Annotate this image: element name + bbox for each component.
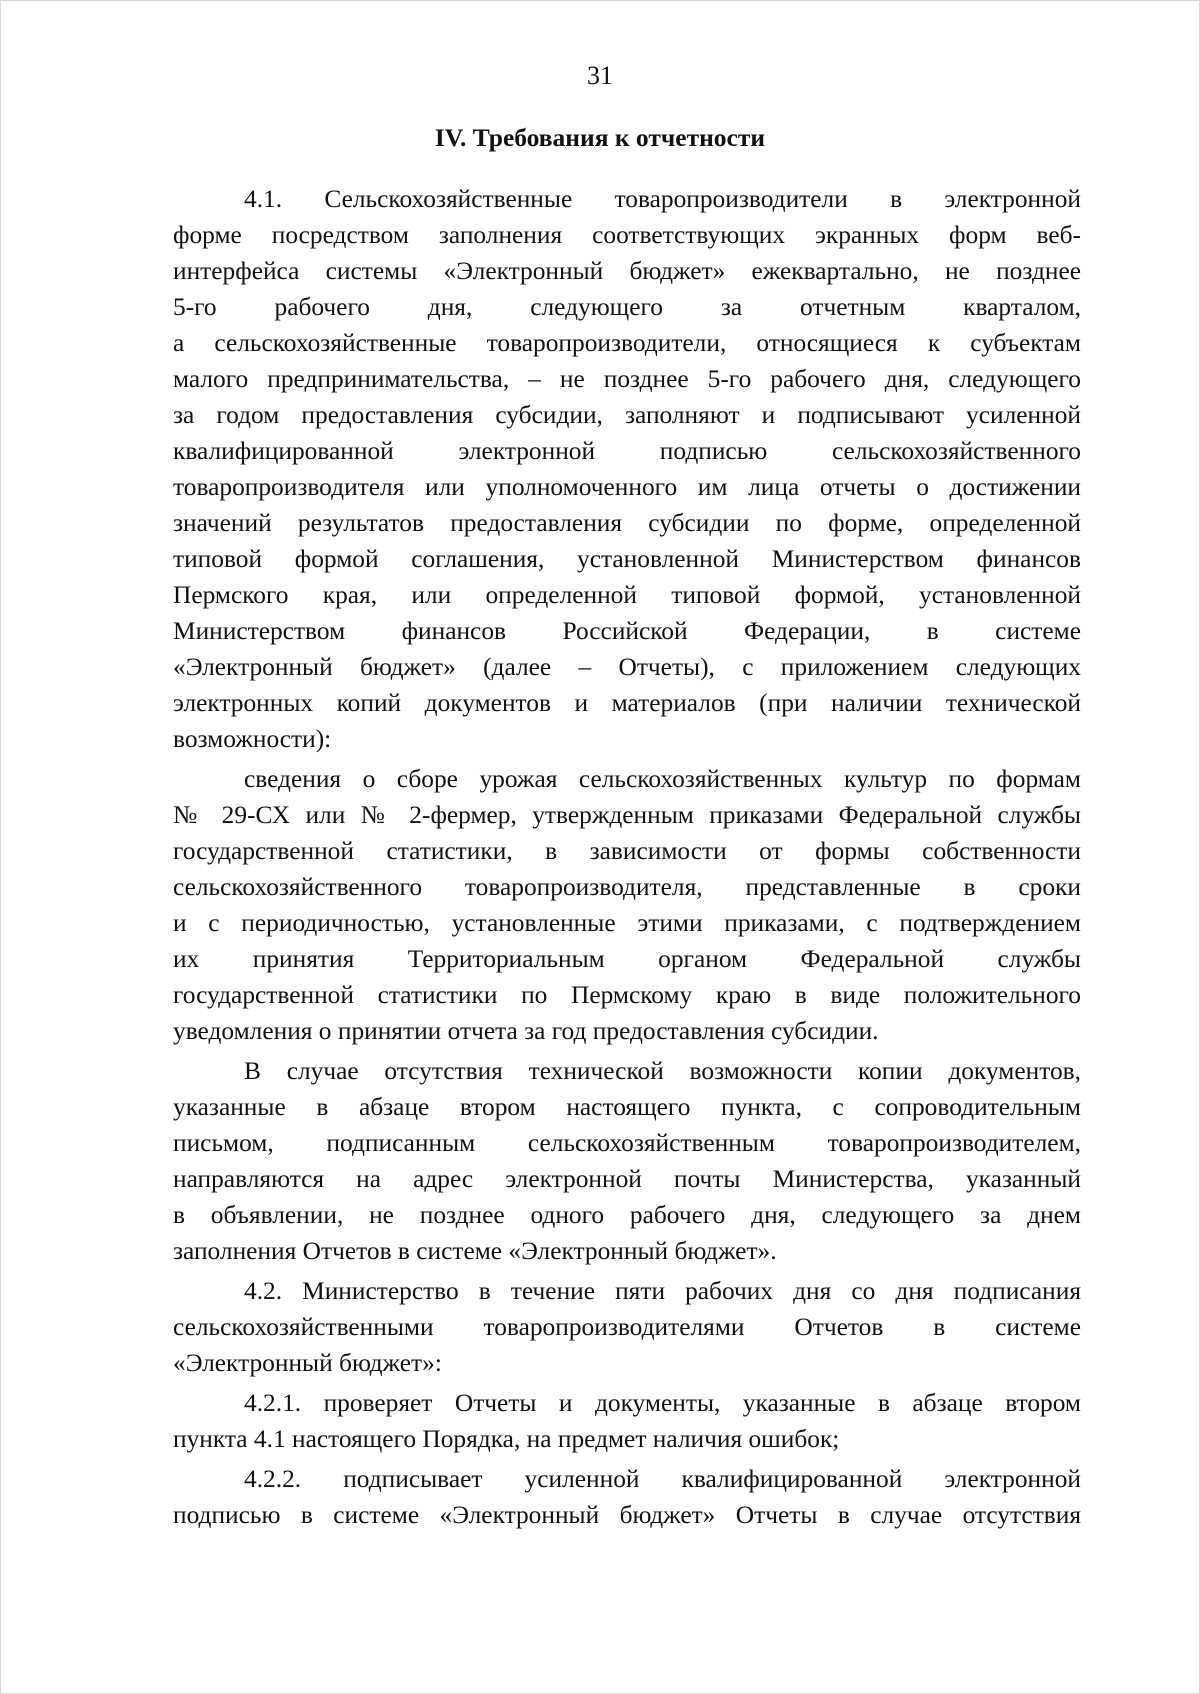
text-line: пункта 4.1 настоящего Порядка, на предмет наличия ошибок; (173, 1425, 840, 1453)
text-line: Министерством финансов Российской Федерации, в системе (173, 617, 1081, 645)
text-line: 4.2.2. подписывает усиленной квалифицированной электронной (244, 1465, 1081, 1493)
section-title: IV. Требования к отчетности (434, 123, 766, 152)
document-body (173, 181, 1081, 1533)
paragraph (173, 1273, 1081, 1381)
text-line: направляются на адрес электронной почты Министерства, указанный (173, 1165, 1081, 1193)
text-line: а сельскохозяйственные товаропроизводители, относящиеся к субъектам (173, 329, 1081, 357)
text-line: квалифицированной электронной подписью сельскохозяйственного (173, 437, 1081, 465)
text-line: уведомления о принятии отчета за год предоставления субсидии. (173, 1017, 879, 1045)
text-line: 4.1. Сельскохозяйственные товаропроизводители в электронной (244, 185, 1081, 213)
text-line: электронных копий документов и материалов (при наличии технической (173, 689, 1081, 717)
text-line: за годом предоставления субсидии, заполняют и подписывают усиленной (173, 401, 1081, 429)
page-number: 31 (587, 61, 613, 90)
text-line: в объявлении, не позднее одного рабочего дня, следующего за днем (173, 1201, 1081, 1229)
text-line: типовой формой соглашения, установленной Министерством финансов (173, 545, 1081, 573)
text-line: подписью в системе «Электронный бюджет» Отчеты в случае отсутствия (173, 1501, 1081, 1529)
paragraph (173, 1053, 1081, 1269)
paragraph (173, 181, 1081, 757)
text-line: № 29-СХ или № 2-фермер, утвержденным приказами Федеральной службы (173, 801, 1081, 829)
paragraph (173, 1461, 1081, 1533)
text-line: В случае отсутствия технической возможности копии документов, (244, 1057, 1081, 1085)
text-line: 4.2. Министерство в течение пяти рабочих дня со дня подписания (244, 1277, 1081, 1305)
text-line: форме посредством заполнения соответствующих экранных форм веб- (173, 221, 1081, 249)
text-line: малого предпринимательства, – не позднее 5-го рабочего дня, следующего (173, 365, 1081, 393)
text-line: 4.2.1. проверяет Отчеты и документы, указанные в абзаце втором (244, 1389, 1081, 1417)
text-line: заполнения Отчетов в системе «Электронный бюджет». (173, 1237, 777, 1265)
text-line: сведения о сборе урожая сельскохозяйственных культур по формам (244, 765, 1081, 793)
text-line: указанные в абзаце втором настоящего пункта, с сопроводительным (173, 1093, 1081, 1121)
text-line: их принятия Территориальным органом Федеральной службы (173, 945, 1081, 973)
text-line: интерфейса системы «Электронный бюджет» ежеквартально, не позднее (173, 257, 1081, 285)
text-line: государственной статистики, в зависимости от формы собственности (173, 837, 1081, 865)
paragraph (173, 761, 1081, 1049)
text-line: возможности): (173, 725, 332, 753)
text-line: письмом, подписанным сельскохозяйственным товаропроизводителем, (173, 1129, 1081, 1157)
text-line: «Электронный бюджет»: (173, 1349, 442, 1377)
text-line: сельскохозяйственного товаропроизводителя, представленные в сроки (173, 873, 1081, 901)
paragraph (173, 1385, 1081, 1457)
text-line: 5-го рабочего дня, следующего за отчетным кварталом, (173, 293, 1081, 321)
text-line: «Электронный бюджет» (далее – Отчеты), с приложением следующих (173, 653, 1081, 681)
text-line: Пермского края, или определенной типовой формой, установленной (173, 581, 1081, 609)
text-line: товаропроизводителя или уполномоченного им лица отчеты о достижении (173, 473, 1081, 501)
text-line: сельскохозяйственными товаропроизводителями Отчетов в системе (173, 1313, 1081, 1341)
text-line: государственной статистики по Пермскому краю в виде положительного (173, 981, 1081, 1009)
text-line: и с периодичностью, установленные этими приказами, с подтверждением (173, 909, 1081, 937)
text-line: значений результатов предоставления субсидии по форме, определенной (173, 509, 1081, 537)
